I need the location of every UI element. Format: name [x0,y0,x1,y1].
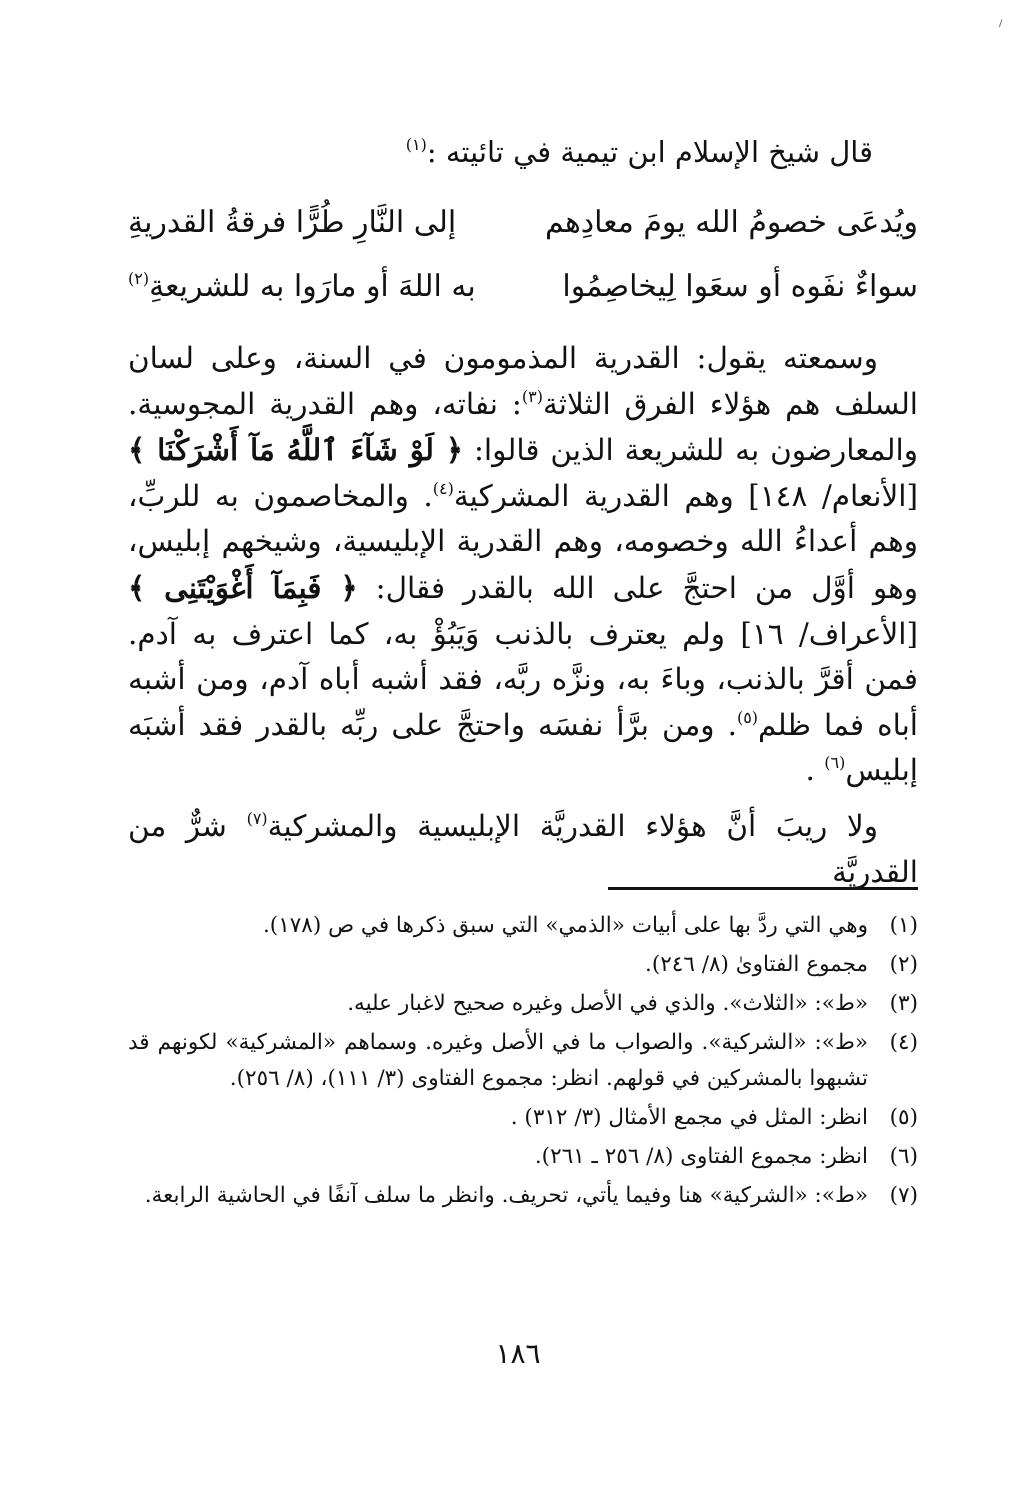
footnote-number: (٣) [889,991,918,1016]
footnote-number: (٢) [889,952,918,977]
footnote-text: «ط»: «الشركية» هنا وفيما يأتي، تحريف. وانظر ما سلف آنفًا في الحاشية الرابعة. [144,1183,868,1208]
verse-1-first-half: ويُدعَى خصومُ الله يومَ معادِهم [544,205,918,240]
verse-2-second-half [128,264,476,310]
footnote-number: (٧) [889,1183,918,1208]
p1-part1: وسمعته يقول: القدرية المذمومون في السنة، وعلى لسان السلف هم هؤلاء الفرق الثلاثة [128,341,918,421]
footnote-1 [128,908,918,944]
footnote-ref-3: (٣) [521,386,543,406]
p2-part1: ولا ريبَ أنَّ هؤلاء القدريَّة الإبليسية والمشركية [267,808,878,843]
footnote-7 [128,1178,918,1214]
p2-part2: شرٌّ من القدريَّة [128,808,918,889]
quran-ref-1: [الأنعام/ ١٤٨] [748,478,918,513]
footnote-text: انظر: مجموع الفتاوى (٨/ ٢٥٦ ـ ٢٦١). [534,1144,868,1169]
footnote-4 [128,1025,918,1097]
footnote-text: «ط»: «الثلاث». والذي في الأصل وغيره صحيح لاغبار عليه. [347,991,868,1016]
verse-2-first-half: سواءٌ نفَوه أو سعَوا لِيخاصِمُوا [562,269,918,304]
footnote-text: وهي التي ردَّ بها على أبيات «الذمي» التي سبق ذكرها في ص (١٧٨). [262,913,868,938]
p1-part4: . والمخاصمون به للربِّ، وهم أعداءُ الله وخصومه، وهم القدرية الإبليسية، وشيخهم إبليس، وهو أوَّل من احتجَّ على الله بالقدر فقال: [128,478,918,605]
verse-2-second-half-text: به اللهَ أو مارَوا به للشريعةِ [149,269,476,304]
quran-ref-2: [الأعراف/ ١٦] [740,616,918,651]
paragraph-2 [128,804,918,895]
footnote-ref-1: (١) [405,135,427,154]
p1-part2: : نفاته، وهم القدرية المجوسية. والمعارضون به للشريعة الذين قالوا: [128,386,918,468]
footnote-text: انظر: المثل في مجمع الأمثال (٣/ ٣١٢) . [510,1105,868,1130]
footnote-5 [128,1100,918,1136]
document-page [118,118,918,1488]
footnote-ref-2: (٢) [128,269,150,288]
poem-verse-2 [128,264,918,310]
poem-verse-1 [128,200,918,246]
p1-part3: وهم القدرية المشركية [453,478,734,513]
footnote-number: (٥) [889,1105,918,1130]
verse-1-second-half: إلى النَّارِ طُرًّا فرقةُ القدريةِ [128,205,457,240]
footnote-number: (١) [889,913,918,938]
quran-quote-1: ﴿ لَوْ شَآءَ ٱللَّهُ مَآ أَشْرَكْنَا ﴾ [128,432,464,468]
footnote-text: «ط»: «الشركية». والصواب ما في الأصل وغيره. وسماهم «المشركية» لكونهم قد تشبهوا بالمشركين في قولهم. انظر: مجموع الفتاوى (٣/ ١١١)، (٨/ ٢٥٦). [128,1030,868,1091]
footnote-2 [128,947,918,983]
footnote-ref-5: (٥) [736,707,759,727]
scan-mark [999,19,1006,28]
p1-part7: . [805,753,815,788]
footnote-3 [128,986,918,1022]
intro-line [406,130,873,174]
paragraph-1 [128,336,918,794]
page-number: ١٨٦ [495,1337,541,1370]
footnote-ref-4: (٤) [432,478,454,498]
footnote-divider [608,887,918,890]
main-text [128,336,918,895]
footnote-ref-7: (٧) [246,808,268,828]
quran-quote-2: ﴿ فَبِمَآ أَغْوَيْتَنِى ﴾ [128,569,358,605]
p1-part6: . ومن برَّأ نفسَه واحتجَّ على ربِّه بالقدر فقد أشبَه إبليس [128,707,918,788]
footnote-number: (٦) [889,1144,918,1169]
footnote-number: (٤) [889,1030,918,1055]
footnotes [128,908,918,1217]
intro-text: قال شيخ الإسلام ابن تيمية في تائيته : [426,135,873,169]
p1-part5: ولم يعترف بالذنب وَيَبُؤْ به، كما اعترف به آدم. فمن أقرَّ بالذنب، وباءَ به، ونزَّه ربَّه، فقد أشبه أباه آدم، ومن أشبه أباه فما ظلم [128,616,918,742]
footnote-6 [128,1139,918,1175]
footnote-ref-6: (٦) [824,753,846,773]
footnote-text: مجموع الفتاوىٰ (٨/ ٢٤٦). [645,952,868,977]
